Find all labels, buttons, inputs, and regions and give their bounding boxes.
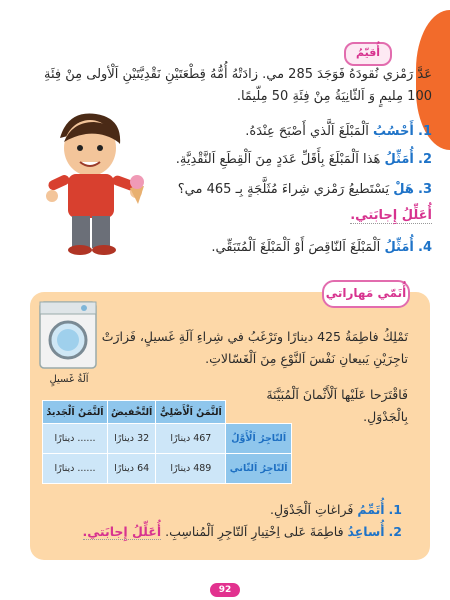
table-cell: 32 دينارًا	[108, 424, 156, 454]
table-row-header: اَلتّاجِرُ اَلثّاني	[226, 454, 292, 484]
question-2: 2. أُمَثِّلُ هَذا اَلْمَبْلَغَ بِأَقَلِّ عَدَدٍ مِنَ اَلْقِطَعِ اَلنَّقْدِيَّةِ.	[175, 152, 432, 167]
washer-label: آلَةُ غَسيلٍ	[49, 374, 89, 385]
proposal-text: فَاقْتَرَحا عَلَيْها اَلْأَثْمانَ اَلْمُبَيَّنَةَ بِالْجَدْوَلِ.	[266, 387, 408, 424]
problem-intro: عَدَّ رَمْزي نُقودَهُ فَوَجَدَ 285 مي. زادَتْهُ أُمُّهُ قِطْعَتَيْنِ نَقْدِيَّتَيْنِ اَلْأولى مِنْ فِئَةِ 100 مِليمٍ وَ اَلثّانِيَةُ مِنْ فِئَةِ 50 مِلّيمًا.	[44, 67, 432, 104]
prices-table	[42, 400, 292, 484]
task-2: 2. أُساعِدُ فاطِمَةَ عَلى اِخْتِيارِ اَلتّاجِرِ اَلْمُناسِبِ. أُعَلِّلُ إِجابَتي.	[82, 524, 402, 539]
table-cell: 467 دينارًا	[156, 424, 226, 454]
task-1: 1. أُتَمِّمُ فَراغاتِ اَلْجَدْوَلِ.	[269, 502, 402, 517]
page-number: 92	[210, 583, 240, 597]
table-header-empty	[226, 401, 292, 424]
table-cell: 64 دينارًا	[108, 454, 156, 484]
table-row	[43, 454, 292, 484]
fatima-problem: تَمْلِكُ فاطِمَةُ 425 دينارًا وتَرْغَبُ في شِراءِ آلَةِ غَسيلٍ، فَزارَتْ تاجِرَيْنِ يَبيعانِ نَفْسَ اَلنَّوْعِ مِنَ اَلْغَسّالاتِ.	[101, 329, 408, 366]
justify-answer-1: أُعَلِّلُ إِجابَتي.	[350, 208, 432, 223]
table-header: اَلثَّمَنُ اَلْأَصْلِيُّ	[156, 401, 226, 424]
question-4: 4. أُمَثِّلُ اَلْمَبْلَغَ اَلنّاقِصَ أَوْ اَلْمَبْلَغَ اَلْمُتَبَقِّي.	[211, 240, 432, 255]
question-1: 1. أَحْسُبُ اَلْمَبْلَغَ اَلَّذي أَصْبَحَ عِنْدَهُ.	[245, 124, 432, 139]
section-badge-skills: أُنَمّي مَهاراتي	[322, 280, 410, 308]
table-header: اَلتَّخْفيضُ	[108, 401, 156, 424]
table-cell-blank: ...... دينارًا	[43, 424, 108, 454]
section-badge-assess: أُقيّمُ	[344, 42, 392, 66]
table-cell: 489 دينارًا	[156, 454, 226, 484]
table-header: اَلثَّمَنُ اَلْجَديدُ	[43, 401, 108, 424]
question-3: 3. هَلْ يَسْتَطيعُ رَمْزي شِراءَ مُثَلَّجَةٍ بِـ 465 مي؟	[177, 182, 432, 197]
table-row	[43, 424, 292, 454]
table-row-header: اَلتّاجِرُ اَلْأَوَّلُ	[226, 424, 292, 454]
table-cell-blank: ...... دينارًا	[43, 454, 108, 484]
boy-with-icecream-illustration	[38, 108, 148, 258]
table-header-row	[43, 401, 292, 424]
